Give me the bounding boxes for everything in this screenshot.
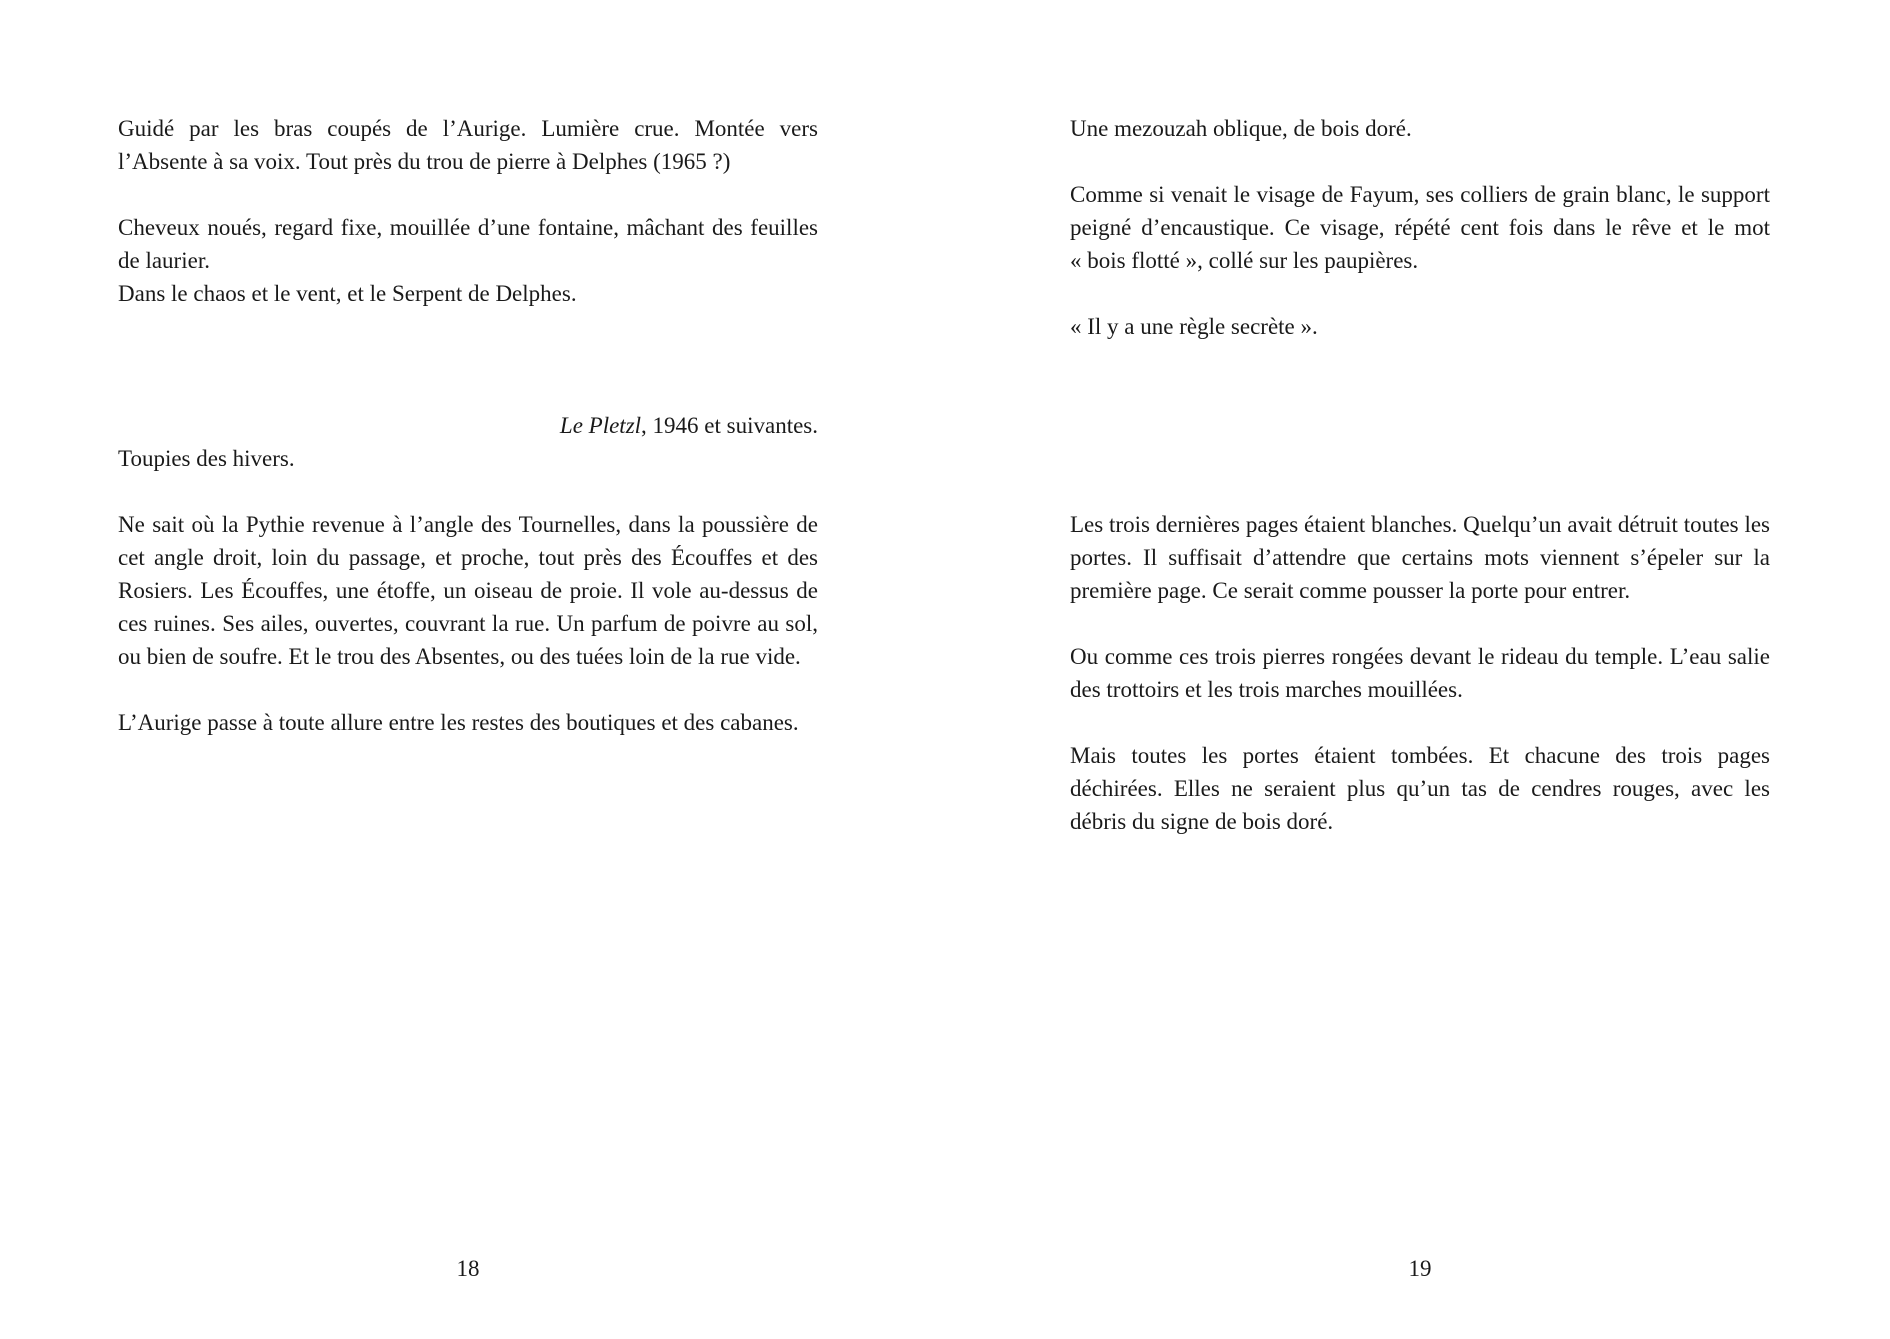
- page-number-right: 19: [1408, 1256, 1432, 1281]
- page-number-left: 18: [456, 1256, 480, 1281]
- vertical-spacer: [1070, 277, 1770, 310]
- left-page-text-column: [118, 112, 818, 739]
- paragraph: Dans le chaos et le vent, et le Serpent de Delphes.: [118, 281, 577, 306]
- paragraph: Comme si venait le visage de Fayum, ses colliers de grain blanc, le support peigné d’encaustique. Ce visage, répété cent fois dans le rêve et le mot « bois flotté », collé sur les paupières.: [1070, 182, 1770, 273]
- vertical-spacer: [1070, 706, 1770, 739]
- paragraph: Une mezouzah oblique, de bois doré.: [1070, 116, 1412, 141]
- attribution-line: [118, 409, 818, 442]
- vertical-spacer: [1070, 145, 1770, 178]
- paragraph: « Il y a une règle secrète ».: [1070, 314, 1318, 339]
- vertical-spacer: [118, 475, 818, 508]
- paragraph: Toupies des hivers.: [118, 446, 295, 471]
- vertical-spacer: [1070, 607, 1770, 640]
- right-page: [945, 0, 1890, 1339]
- paragraph: Mais toutes les portes étaient tombées. Et chacune des trois pages déchirées. Elles ne seraient plus qu’un tas de cendres rouges, avec les débris du signe de bois doré.: [1070, 743, 1770, 834]
- vertical-spacer: [1070, 343, 1770, 508]
- vertical-spacer: [118, 673, 818, 706]
- work-title-italic: Le Pletzl: [559, 413, 642, 438]
- paragraph: Ne sait où la Pythie revenue à l’angle des Tournelles, dans la poussière de cet angle droit, loin du passage, et proche, tout près des Écouffes et des Rosiers. Les Écouffes, une étoffe, un oiseau de proie. Il vole au-dessus de ces ruines. Ses ailes, ouvertes, couvrant la rue. Un parfum de poivre au sol, ou bien de soufre. Et le trou des Absentes, ou des tuées loin de la rue vide.: [118, 512, 818, 669]
- vertical-spacer: [118, 178, 818, 211]
- paragraph: L’Aurige passe à toute allure entre les restes des boutiques et des cabanes.: [118, 710, 799, 735]
- paragraph: Ou comme ces trois pierres rongées devant le rideau du temple. L’eau salie des trottoirs et les trois marches mouillées.: [1070, 644, 1770, 702]
- paragraph: Guidé par les bras coupés de l’Aurige. Lumière crue. Montée vers l’Absente à sa voix. Tout près du trou de pierre à Delphes (1965 ?): [118, 116, 818, 174]
- vertical-spacer: [118, 310, 818, 409]
- paragraph: Les trois dernières pages étaient blanches. Quelqu’un avait détruit toutes les portes. Il suffisait d’attendre que certains mots viennent s’épeler sur la première page. Ce serait comme pousser la porte pour entrer.: [1070, 512, 1770, 603]
- right-page-text-column: [1070, 112, 1770, 838]
- attribution-rest: , 1946 et suivantes.: [641, 413, 818, 438]
- paragraph: Cheveux noués, regard fixe, mouillée d’une fontaine, mâchant des feuilles de laurier.: [118, 215, 818, 273]
